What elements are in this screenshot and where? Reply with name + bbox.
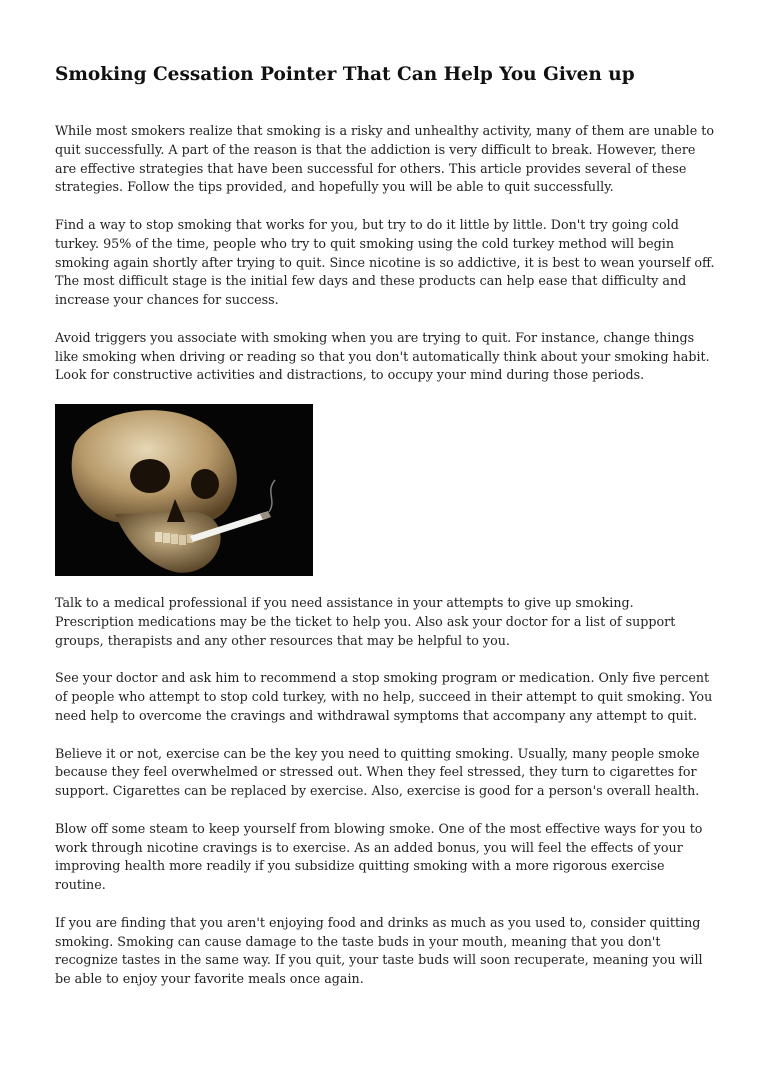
document-page xyxy=(55,0,715,989)
skull-illustration xyxy=(55,404,313,576)
paragraph-4: Talk to a medical professional if you need assistance in your attempts to give up smoking. Prescription medications may be the ticket to help you. Also ask your doctor for a list of support groups, therapists and any other resources that may be helpful to you. xyxy=(55,595,676,648)
paragraph-8: If you are finding that you aren't enjoying food and drinks as much as you used to, consider quitting smoking. Smoking can cause damage to the taste buds in your mouth, meaning that you don't recognize tastes in the same way. If you quit, your taste buds will soon recuperate, meaning you will be able to enjoy your favorite meals once again. xyxy=(55,914,703,987)
paragraph-2: Find a way to stop smoking that works for you, but try to do it little by little. Don't try going cold turkey. 95% of the time, people who try to quit smoking using the cold turkey method will begin smoking again shortly after trying to quit. Since nicotine is so addictive, it is best to wean yourself off. The most difficult stage is the initial few days and these products can help ease that difficulty and increase your chances for success. xyxy=(55,216,715,308)
paragraph-6: Believe it or not, exercise can be the key you need to quitting smoking. Usually, many people smoke because they feel overwhelmed or stressed out. When they feel stressed, they turn to cigarettes for support. Cigarettes can be replaced by exercise. Also, exercise is good for a person's overall health. xyxy=(55,745,700,799)
page-title: Smoking Cessation Pointer That Can Help You Given up xyxy=(55,64,635,85)
paragraph-1: While most smokers realize that smoking is a risky and unhealthy activity, many of them are unable to quit successfully. A part of the reason is that the addiction is very difficult to break. However, there are effective strategies that have been successful for others. This article provides several of these strategies. Follow the tips provided, and hopefully you will be able to quit successfully. xyxy=(55,123,714,195)
paragraph-7: Blow off some steam to keep yourself from blowing smoke. One of the most effective ways for you to work through nicotine cravings is to exercise. As an added bonus, you will feel the effects of your improving health more readily if you subsidize quitting smoking with a more rigorous exercise routine. xyxy=(55,820,703,893)
skull-cigarette-image xyxy=(55,404,313,576)
paragraph-3: Avoid triggers you associate with smoking when you are trying to quit. For instance, change things like smoking when driving or reading so that you don't automatically think about your smoking habit. Look for constructive activities and distractions, to occupy your mind during those periods. xyxy=(55,329,710,383)
paragraph-5: See your doctor and ask him to recommend a stop smoking program or medication. Only five percent of people who attempt to stop cold turkey, with no help, succeed in their attempt to quit smoking. You need help to overcome the cravings and withdrawal symptoms that accompany any attempt to quit. xyxy=(55,670,713,723)
